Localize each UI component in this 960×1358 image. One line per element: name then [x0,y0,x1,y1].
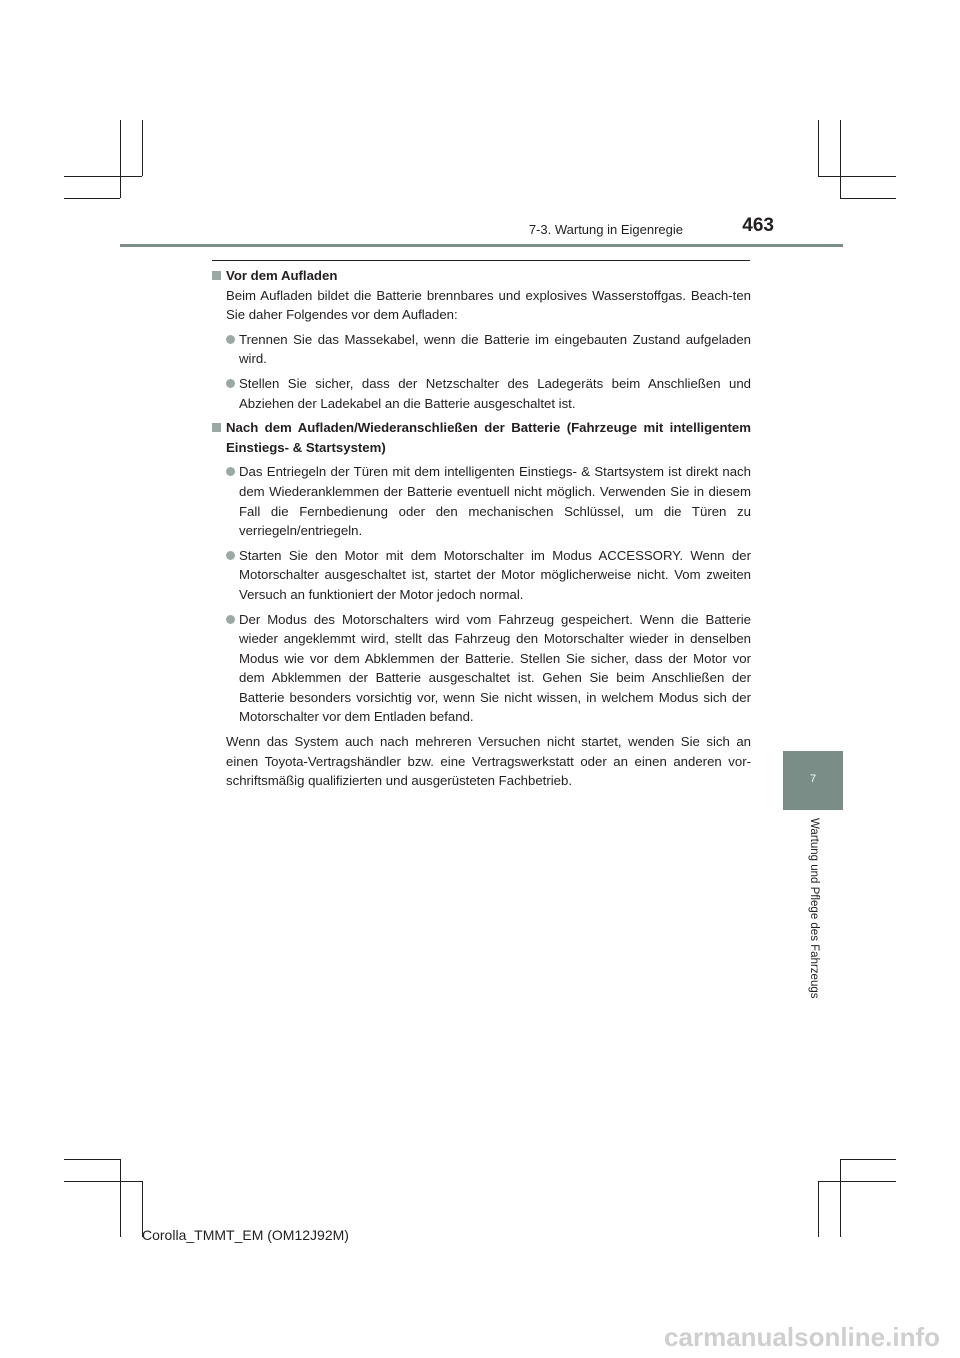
crop-mark-bottom-right-v2 [840,1159,841,1237]
crop-mark-bottom-left-h2 [64,1181,142,1182]
list-item-text: Starten Sie den Motor mit dem Motorschalter im Modus ACCESSORY. Wenn der Motorschalter ausgeschaltet ist, startet der Motor möglicherweise nicht. Vom zweiten Versuch an funktioniert der Motor jedoch normal. [239,547,751,602]
list-item-text: Das Entriegeln der Türen mit dem intelligenten Einstiegs- & Startsystem ist direkt nach dem Wiederanklemmen der Batterie eventuell nicht möglich. Verwenden Sie in diesem Fall die Fernbedienung oder den mechanischen Schlüssel, um die Türen zu verriegeln/entriegeln. [239,464,751,539]
round-bullet-icon [226,335,235,344]
list-item [211,374,751,413]
chapter-tab [783,751,843,810]
section-heading-charging [211,266,751,286]
list-item [211,462,751,540]
crop-mark-bottom-left-v [120,1159,121,1237]
round-bullet-icon [226,379,235,388]
closing-paragraph: Wenn das System auch nach mehreren Versuchen nicht startet, wenden Sie sich an einen Toyota-Vertragshändler bzw. eine Vertragswerkstatt oder an einen anderen vor-schriftsmäßig qualifizierten und ausgerüsteten Fachbetrieb. [226,734,751,789]
header-rule [120,244,843,247]
heading-text: Nach dem Aufladen/Wiederanschließen der Batterie (Fahrzeuge mit intelligentem Einstiegs- & Startsystem) [226,420,751,455]
crop-mark-bottom-right-h2 [840,1159,896,1160]
list-item-text: Stellen Sie sicher, dass der Netzschalter des Ladegeräts beim Anschließen und Abziehen der Ladekabel an die Batterie ausgeschaltet ist. [239,375,751,411]
list-item-text: Trennen Sie das Massekabel, wenn die Batterie im eingebauten Zustand aufgeladen wird. [239,331,751,367]
crop-mark-top-right-v2 [840,120,841,198]
round-bullet-icon [226,615,235,624]
list-item-text: Der Modus des Motorschalters wird vom Fahrzeug gespeichert. Wenn die Batterie wieder angeklemmt wird, stellt das Fahrzeug den Motorschalter wieder in denselben Modus wie vor dem Abklemmen der Batterie. Stellen Sie sicher, dass der Motor vor dem Abklemmen der Batterie ausgeschaltet ist. Gehen Sie beim Anschließen der Batterie besonders vorsichtig vor, wenn Sie nicht wissen, in welchem Modus sich der Motorschalter vor dem Entladen befand. [239,611,751,725]
chapter-number: 7 [809,773,817,785]
list-item [211,330,751,369]
crop-mark-top-right-h [818,176,896,177]
crop-mark-top-left-h [64,176,142,177]
heading-text: Vor dem Aufladen [226,268,338,283]
crop-mark-top-left-v [120,120,121,198]
crop-mark-bottom-right-v [818,1181,819,1237]
crop-mark-top-left-h2 [64,198,120,199]
crop-mark-bottom-left-h [64,1159,120,1160]
section-heading-after-charging [211,418,751,457]
chapter-title: Wartung und Pflege des Fahrzeugs [808,818,820,999]
crop-mark-bottom-right-h [818,1181,896,1182]
round-bullet-icon [226,551,235,560]
footer-document-id: Corolla_TMMT_EM (OM12J92M) [142,1227,349,1243]
square-bullet-icon [212,423,221,432]
crop-mark-top-right-v [818,120,819,176]
chapter-side-label [804,818,824,1028]
list-item [211,610,751,728]
page-number: 463 [742,215,774,236]
content-rule [212,260,750,261]
content-body [211,266,751,791]
crop-mark-top-right-h2 [840,198,896,199]
round-bullet-icon [226,467,235,476]
watermark: carmanualsonline.info [664,1322,940,1352]
crop-mark-top-left-v2 [142,120,143,176]
intro-paragraph: Beim Aufladen bildet die Batterie brennbares und explosives Wasserstoffgas. Beach-ten Sie daher Folgendes vor dem Aufladen: [226,287,751,323]
list-item [211,546,751,605]
section-title: 7-3. Wartung in Eigenregie [528,222,683,237]
square-bullet-icon [212,271,221,280]
